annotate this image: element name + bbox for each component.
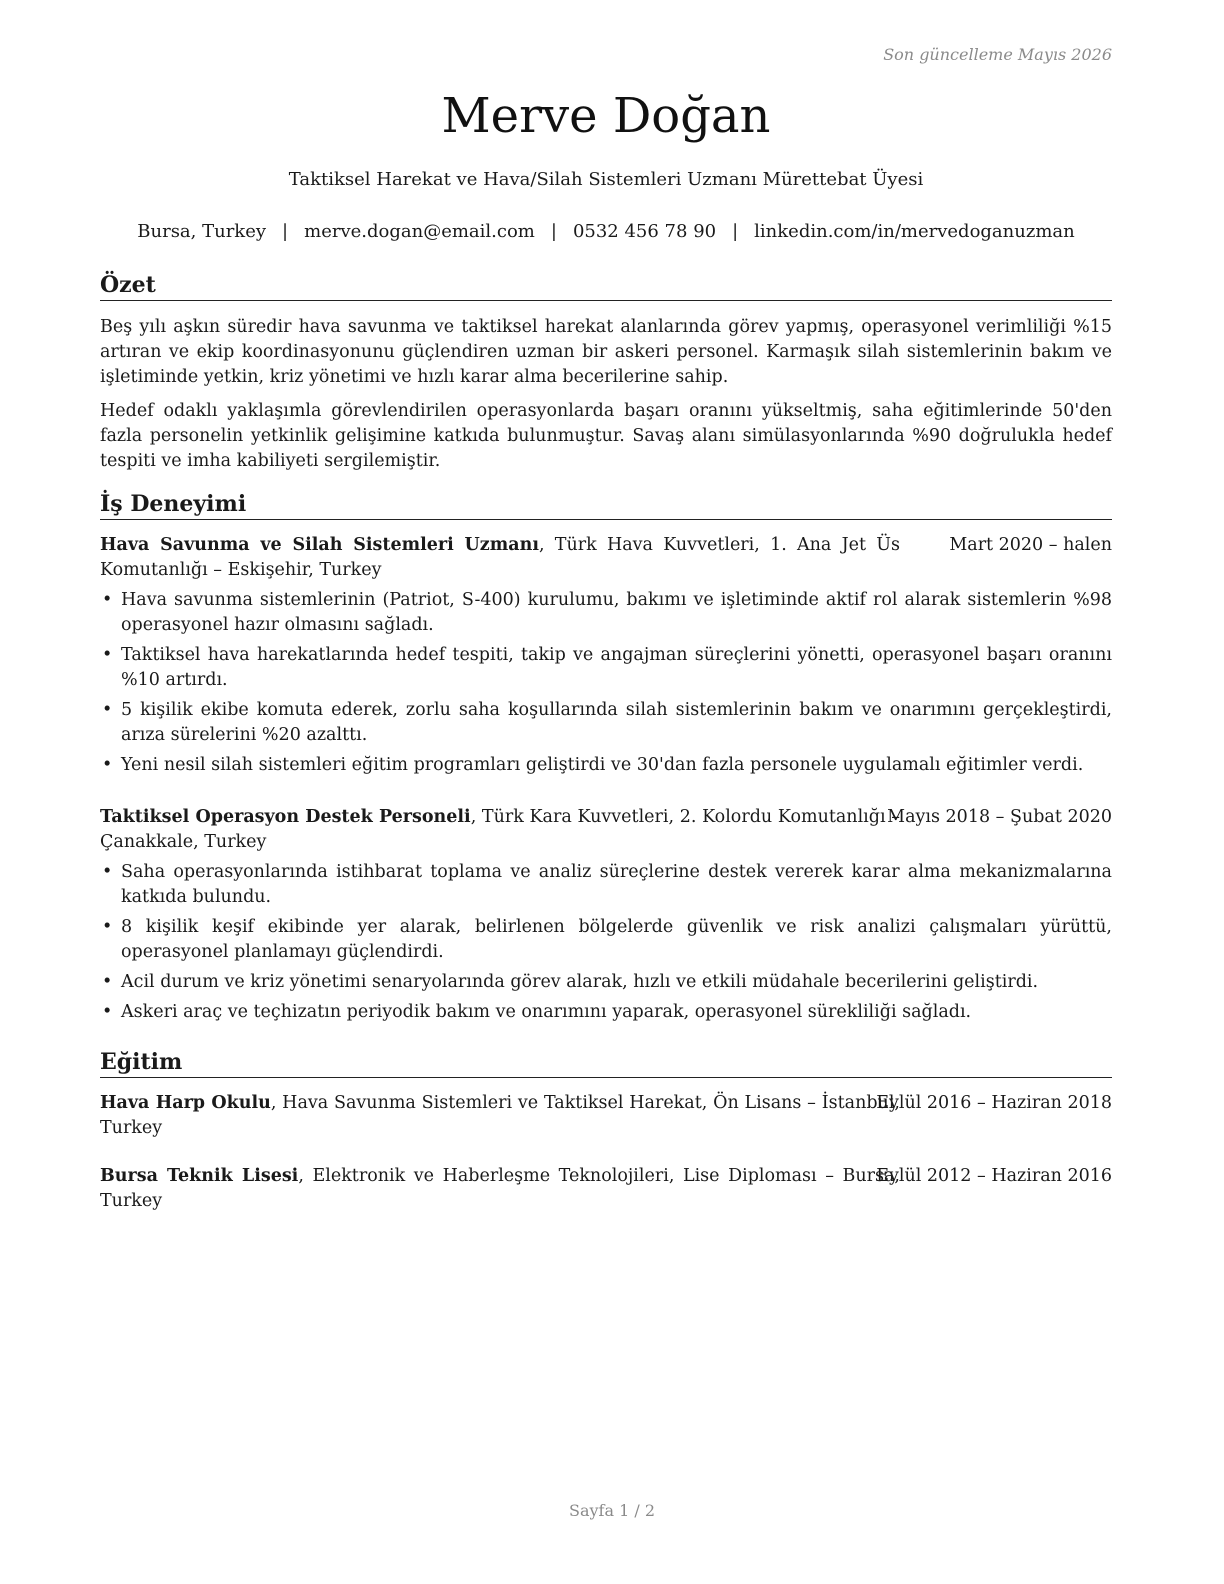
school-name: Hava Harp Okulu: [100, 1093, 271, 1113]
job-position: Taktiksel Operasyon Destek Personeli: [100, 807, 471, 827]
list-item: • Taktiksel hava harekatlarında hedef tespiti, takip ve angajman süreçlerini yönetti, operasyonel başarı oranını %10 artırdı.: [102, 645, 1112, 690]
job-position: Hava Savunma ve Silah Sistemleri Uzmanı: [100, 535, 539, 555]
list-item: • Saha operasyonlarında istihbarat toplama ve analiz süreçlerine destek vererek karar alma mekanizmalarına katkıda bulundu.: [102, 862, 1112, 907]
contact-linkedin[interactable]: linkedin.com/in/mervedoganuzman: [754, 221, 1075, 242]
contact-separator: |: [732, 221, 739, 242]
job-date: Mart 2020 – halen: [949, 535, 1112, 555]
job-date: Mayıs 2018 – Şubat 2020: [887, 807, 1112, 827]
section-title-education: Eğitim: [100, 1047, 1112, 1078]
contact-separator: |: [550, 221, 557, 242]
job-header: [100, 533, 1112, 583]
summary-paragraph: Hedef odaklı yaklaşımla görevlendirilen operasyonlarda başarı oranını yükseltmiş, saha eğitimlerinde 50'den fazla personelin yetkinlik gelişimine katkıda bulunmuştur. Savaş alanı simülasyonlarında %90 doğrulukla hedef tespiti ve imha kabiliyeti sergilemiştir.: [100, 401, 1112, 471]
education-entry: [100, 1091, 1112, 1141]
list-item: • Askeri araç ve teçhizatın periyodik bakım ve onarımını yaparak, operasyonel sürekliliği sağladı.: [102, 1002, 972, 1022]
education-date: Eylül 2016 – Haziran 2018: [876, 1093, 1112, 1113]
list-item: • Yeni nesil silah sistemleri eğitim programları geliştirdi ve 30'dan fazla personele uygulamalı eğitimler verdi.: [102, 755, 1084, 775]
list-item: • Hava savunma sistemlerinin (Patriot, S-400) kurulumu, bakımı ve işletiminde aktif rol alarak sistemlerin %98 operasyonel hazır olmasını sağladı.: [102, 590, 1112, 635]
list-item: • 8 kişilik keşif ekibinde yer alarak, belirlenen bölgelerde güvenlik ve risk analizi çalışmaları yürüttü, operasyonel planlamayı güçlendirdi.: [102, 917, 1112, 962]
candidate-role: Taktiksel Harekat ve Hava/Silah Sistemleri Uzmanı Mürettebat Üyesi: [288, 169, 924, 190]
job-organization: , Türk Hava Kuvvetleri, 1. Ana Jet Üs Komutanlığı – Eskişehir, Turkey: [100, 535, 900, 580]
contact-email[interactable]: merve.dogan@email.com: [304, 221, 535, 242]
job-organization: , Türk Kara Kuvvetleri, 2. Kolordu Komutanlığı – Çanakkale, Turkey: [100, 807, 900, 852]
contact-phone: 0532 456 78 90: [572, 221, 717, 242]
list-item: • 5 kişilik ekibe komuta ederek, zorlu saha koşullarında silah sistemlerinin bakım ve onarımını gerçekleştirdi, arıza sürelerini %20 azalttı.: [102, 700, 1112, 745]
education-entry: [100, 1164, 1112, 1214]
education-date: Eylül 2012 – Haziran 2016: [876, 1166, 1112, 1186]
page-number: Sayfa 1 / 2: [568, 1501, 655, 1520]
last-updated: Son güncelleme Mayıs 2026: [883, 45, 1112, 64]
summary-paragraph: Beş yılı aşkın süredir hava savunma ve taktiksel harekat alanlarında görev yapmış, operasyonel verimliliği %15 artıran ve ekip koordinasyonunu güçlendiren uzman bir askeri personel. Karmaşık silah sistemlerinin bakım ve işletiminde yetkin, kriz yönetimi ve hızlı karar alma becerilerine sahip.: [100, 317, 1112, 387]
candidate-name: Merve Doğan: [441, 88, 771, 144]
school-detail: , Hava Savunma Sistemleri ve Taktiksel Harekat, Ön Lisans – İstanbul, Turkey: [100, 1093, 900, 1138]
school-detail: , Elektronik ve Haberleşme Teknolojileri, Lise Diploması – Bursa, Turkey: [100, 1166, 900, 1211]
contact-separator: |: [282, 221, 289, 242]
job-header: [100, 805, 1112, 855]
school-name: Bursa Teknik Lisesi: [100, 1166, 299, 1186]
section-title-experience: İş Deneyimi: [100, 489, 1112, 520]
job-bullets: [100, 860, 1112, 1030]
list-item: • Acil durum ve kriz yönetimi senaryolarında görev alarak, hızlı ve etkili müdahale becerilerini geliştirdi.: [102, 972, 1039, 992]
job-bullets: [100, 588, 1112, 783]
section-title-summary: Özet: [100, 270, 1112, 301]
contact-line: [100, 219, 1112, 245]
contact-location: Bursa, Turkey: [137, 221, 267, 242]
